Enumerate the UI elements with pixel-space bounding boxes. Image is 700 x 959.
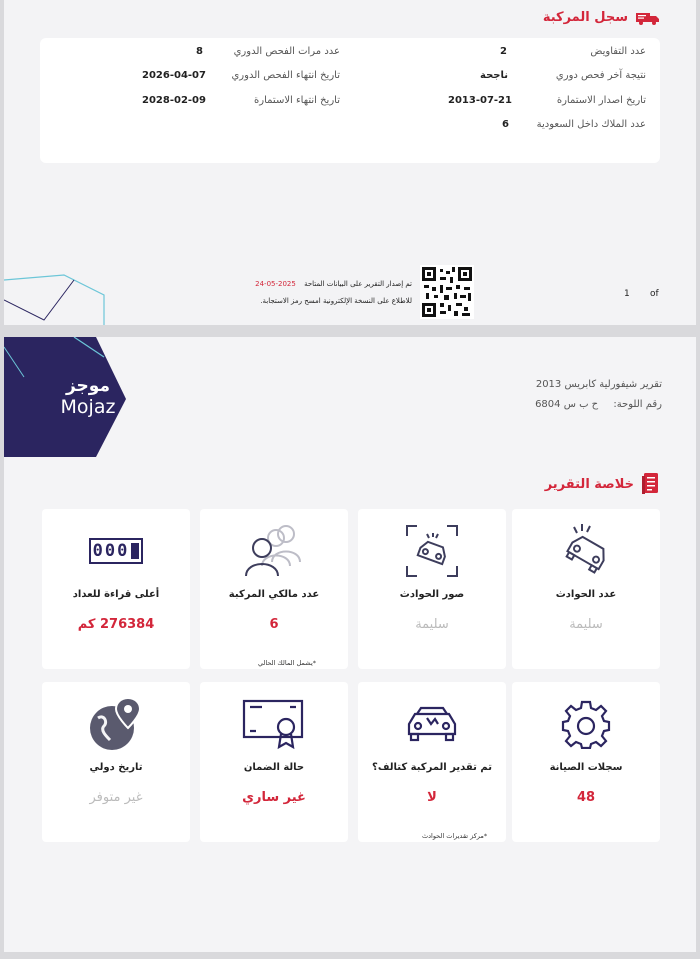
row-value-inspection-expiry: 2026-04-07: [142, 70, 206, 81]
row-label-last-inspection-result: نتيجة آخر فحص دوري: [555, 70, 646, 81]
row-label-inspections-count: عدد مرات الفحص الدوري: [233, 46, 340, 57]
tile-label: عدد الحوادث: [555, 589, 617, 600]
odometer-icon: 000: [89, 538, 144, 564]
row-value-mandates: 2: [500, 46, 507, 57]
row-label-mandates: عدد التفاويض: [590, 46, 646, 57]
certificate-icon: [242, 697, 306, 751]
accident-photo-icon: [405, 524, 459, 578]
row-value-last-inspection-result: ناجحة: [480, 70, 508, 81]
plate-value: ح ب س 6804: [535, 399, 599, 410]
tile-label: عدد مالكي المركبة: [228, 589, 320, 600]
report-issue-info: [222, 280, 412, 305]
hexagon-decoration: [4, 260, 114, 325]
issued-date: 2025-05-24: [255, 280, 296, 288]
tile-value: غير ساري: [242, 790, 306, 805]
vehicle-record-header: [543, 10, 660, 25]
logo-text: [52, 377, 124, 419]
page-of-label: of: [650, 289, 659, 299]
issued-text: تم إصدار التقرير على البيانات المتاحة: [304, 280, 412, 288]
report-info: [535, 379, 662, 410]
tile-total-loss: [358, 682, 506, 842]
page-number: 1: [624, 289, 630, 299]
tile-label: حالة الضمان: [243, 762, 305, 773]
gear-icon: [561, 699, 611, 749]
tile-value: غير متوفر: [89, 790, 143, 805]
tile-odometer: [42, 509, 190, 669]
row-value-inspections-count: 8: [196, 46, 203, 57]
report-page-2: [4, 337, 696, 952]
tile-label: سجلات الصيانة: [549, 762, 623, 773]
assessment-note: *مركز تقديرات الحوادث: [422, 832, 488, 840]
tile-owners-count: [200, 509, 348, 669]
row-label-owners-in-ksa: عدد الملاك داخل السعودية: [536, 119, 646, 130]
logo-arabic: موجز: [65, 376, 110, 396]
owners-icon: [242, 524, 306, 578]
tile-value: سليمة: [415, 617, 449, 632]
tile-value: لا: [427, 790, 437, 805]
crashed-car-icon: [556, 521, 616, 581]
tile-accident-photos: [358, 509, 506, 669]
tile-label: أعلى قراءة للعداد: [72, 589, 160, 600]
tile-label: صور الحوادث: [399, 589, 465, 600]
logo-english: Mojaz: [60, 396, 116, 418]
damaged-car-icon: [405, 704, 459, 744]
tile-maintenance-records: [512, 682, 660, 842]
globe-pin-icon: [88, 696, 144, 752]
report-title: تقرير شيفورلية كابريس 2013: [535, 379, 662, 390]
plate-label: رقم اللوحة:: [613, 399, 662, 410]
summary-title: خلاصة التقرير: [544, 476, 634, 492]
owners-note: *يشمل المالك الحالي: [258, 659, 317, 667]
report-page-1: [4, 0, 696, 325]
report-icon: [642, 473, 660, 495]
row-value-registration-expiry: 2028-02-09: [142, 95, 206, 106]
tile-value: 276384 كم: [77, 617, 155, 632]
tile-label: تم تقدير المركبة كتالف؟: [372, 762, 492, 773]
tile-accidents-count: [512, 509, 660, 669]
tile-value: سليمة: [569, 617, 603, 632]
section-title: سجل المركبة: [542, 10, 628, 25]
vehicle-record-card: [40, 38, 660, 163]
tile-warranty-status: [200, 682, 348, 842]
row-label-registration-expiry: تاريخ انتهاء الاستمارة: [254, 95, 340, 106]
tile-value: 6: [269, 617, 279, 632]
qr-code: [420, 265, 474, 319]
tile-international-history: [42, 682, 190, 842]
summary-header: [545, 473, 660, 495]
tile-value: 48: [576, 790, 596, 805]
tile-label: تاريخ دولي: [89, 762, 143, 773]
row-label-inspection-expiry: تاريخ انتهاء الفحص الدوري: [231, 70, 340, 81]
row-value-owners-in-ksa: 6: [502, 119, 509, 130]
truck-icon: [636, 11, 660, 25]
row-value-registration-issue: 2013-07-21: [448, 95, 512, 106]
scan-qr-text: للاطلاع على النسخة الإلكترونية امسح رمز الاستجابة.: [260, 297, 412, 305]
row-label-registration-issue: تاريخ اصدار الاستمارة: [556, 95, 646, 106]
